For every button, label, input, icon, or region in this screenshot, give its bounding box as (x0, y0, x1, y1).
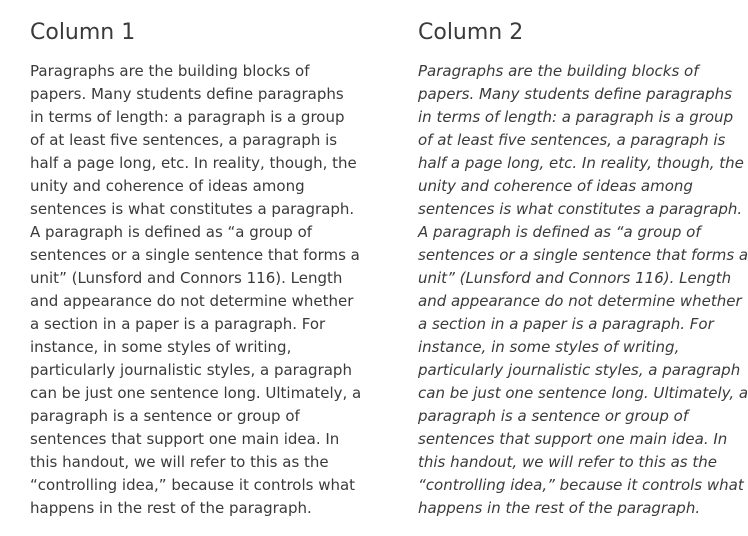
column-1 (30, 18, 360, 520)
column-1-paragraph: Paragraphs are the building blocks of papers. Many students define paragraphs in terms of length: a paragraph is a group of at least five sentences, a paragraph is half a page long, etc. In reality, though, the unity and coherence of ideas among sentences is what constitutes a paragraph. A paragraph is defined as “a group of sentences or a single sentence that forms a unit” (Lunsford and Connors 116). Length and appearance do not determine whether a section in a paper is a paragraph. For instance, in some styles of writing, particularly journalistic styles, a paragraph can be just one sentence long. Ultimately, a paragraph is a sentence or group of sentences that support one main idea. In this handout, we will refer to this as the “controlling idea,” because it controls what happens in the rest of the paragraph. (30, 62, 362, 517)
column-2 (418, 18, 748, 520)
column-1-heading: Column 1 (30, 20, 136, 45)
column-2-paragraph-italic: Paragraphs are the building blocks of papers. Many students define paragraphs in terms of length: a paragraph is a group of at least five sentences, a paragraph is half a page long, etc. In reality, though, the unity and coherence of ideas among sentences is what constitutes a paragraph. A paragraph is defined as “a group of sentences or a single sentence that forms a unit” (Lunsford and Connors 116). Length and appearance do not determine whether a section in a paper is a paragraph. For instance, in some styles of writing, particularly journalistic styles, a paragraph can be just one sentence long. Ultimately, a paragraph is a sentence or group of sentences that support one main idea. In this handout, we will refer to this as the “controlling idea,” because it controls what happens in the rest of the paragraph. (418, 62, 748, 517)
column-2-heading: Column 2 (418, 20, 524, 45)
